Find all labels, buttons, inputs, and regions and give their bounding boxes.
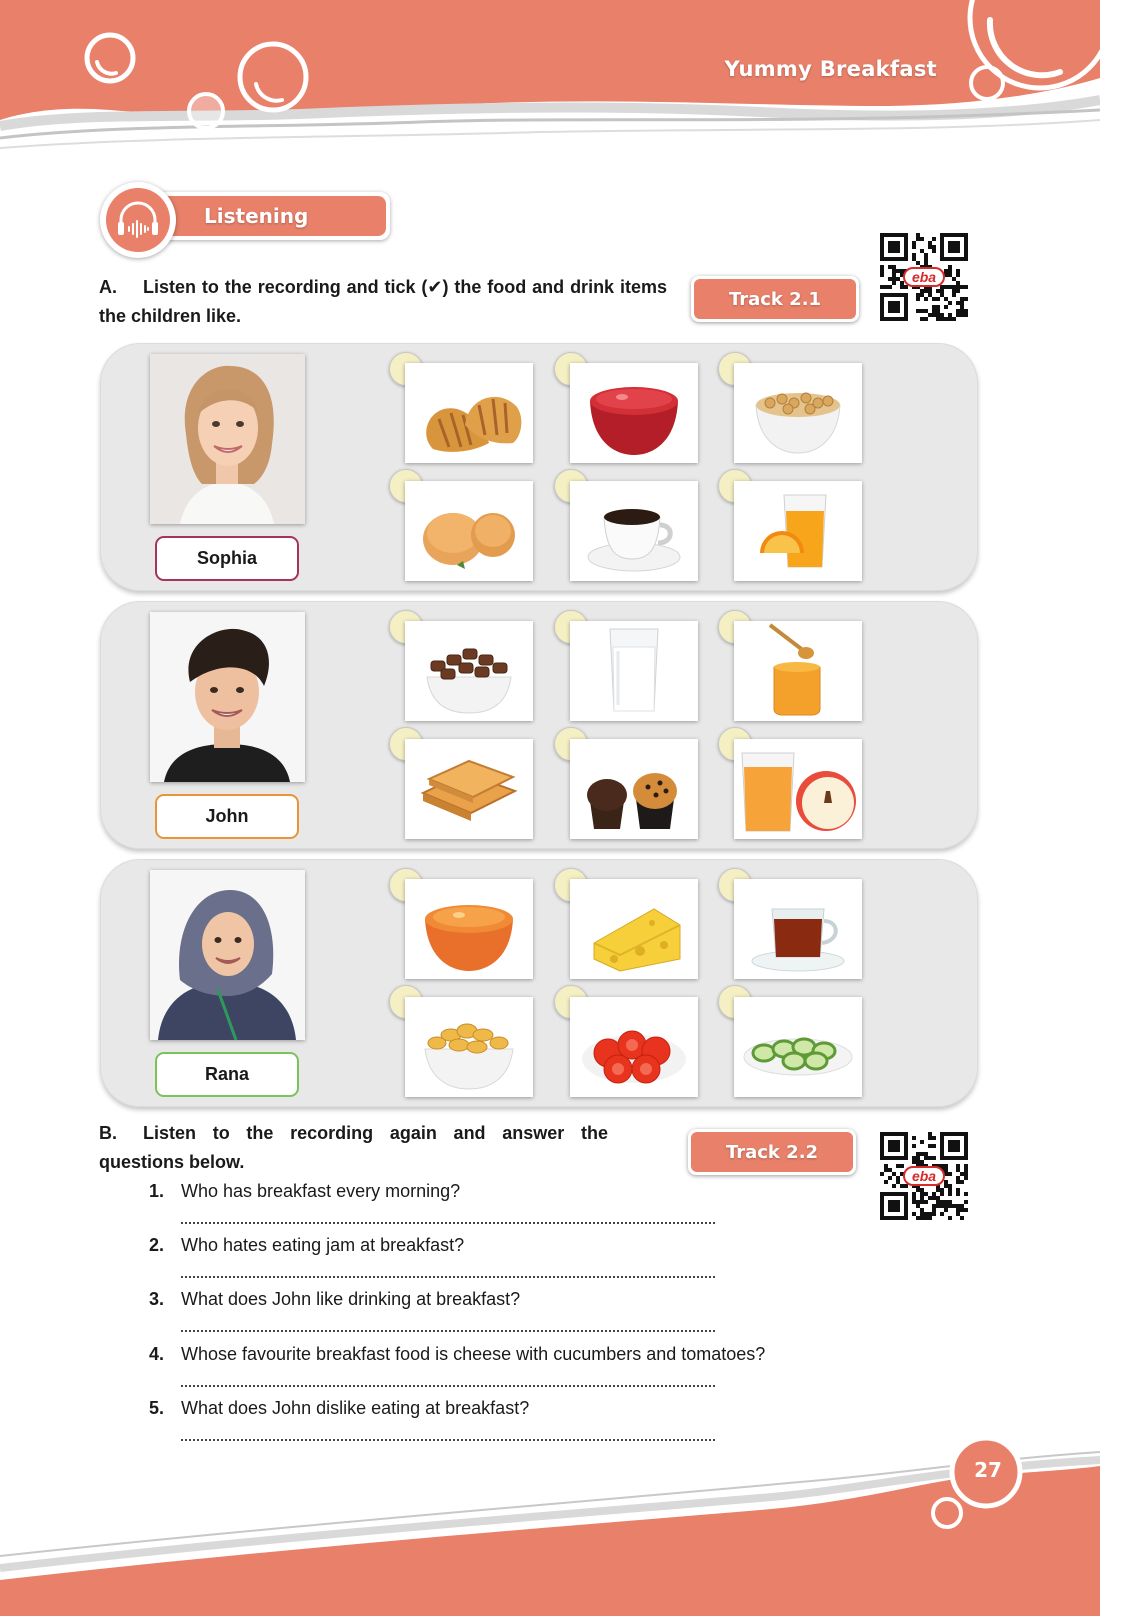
track-2-2-label: Track 2.2 <box>691 1132 853 1172</box>
food-orange-juice <box>734 481 862 581</box>
exercise-b-text: Listen to the recording again and answer the questions below. <box>99 1123 608 1172</box>
exercise-b-letter: B. <box>99 1123 117 1143</box>
portrait-girl-image <box>150 354 305 524</box>
header-banner <box>0 0 1100 170</box>
food-cereal <box>734 363 862 463</box>
name-tag-sophia: Sophia <box>155 536 299 581</box>
answer-field-3[interactable] <box>181 1320 715 1332</box>
answer-field-1[interactable] <box>181 1212 715 1224</box>
cucumber-slices-image <box>734 997 862 1097</box>
exercise-a-letter: A. <box>99 277 117 297</box>
qr-code-track-2-1[interactable] <box>880 233 968 321</box>
food-apricot-jam <box>405 879 533 979</box>
toast-image <box>405 739 533 839</box>
coffee-cup-image <box>570 481 698 581</box>
question-text: Who has breakfast every morning? <box>181 1181 461 1201</box>
food-coffee <box>570 481 698 581</box>
child-row-john <box>100 601 978 849</box>
child-row-rana <box>100 859 978 1107</box>
tomato-slices-image <box>570 997 698 1097</box>
question-text: What does John dislike eating at breakfast? <box>181 1398 530 1418</box>
question-number: 2. <box>148 1235 164 1255</box>
tea-cup-image <box>734 879 862 979</box>
food-chocolate-cereal <box>405 621 533 721</box>
cornflakes-image <box>405 997 533 1097</box>
portrait-john <box>150 612 305 782</box>
section-icon-ring <box>100 182 176 258</box>
portrait-rana <box>150 870 305 1040</box>
orange-juice-image <box>734 481 862 581</box>
section-label: Listening <box>154 196 386 236</box>
food-tomatoes <box>570 997 698 1097</box>
name-tag-rana: Rana <box>155 1052 299 1097</box>
track-2-1-button[interactable] <box>691 276 859 322</box>
apple-juice-image <box>734 739 862 839</box>
unit-title: Yummy Breakfast <box>724 57 937 81</box>
question-text: What does John like drinking at breakfast? <box>181 1289 521 1309</box>
food-pancakes <box>405 481 533 581</box>
food-tea <box>734 879 862 979</box>
apricot-jam-image <box>405 879 533 979</box>
food-strawberry-jam <box>570 363 698 463</box>
portrait-girl-hijab-image <box>150 870 305 1040</box>
qr-logo: eba <box>903 267 945 287</box>
qr-logo: eba <box>903 1166 945 1186</box>
footer-banner <box>0 1420 1100 1616</box>
food-cucumbers <box>734 997 862 1097</box>
track-2-1-label: Track 2.1 <box>694 279 856 319</box>
exercise-a-text: Listen to the recording and tick (✔) the food and drink items the children like. <box>99 277 667 326</box>
food-toast <box>405 739 533 839</box>
portrait-sophia <box>150 354 305 524</box>
cereal-image <box>734 363 862 463</box>
section-pill <box>150 192 390 240</box>
question-text: Who hates eating jam at breakfast? <box>181 1235 465 1255</box>
milk-glass-image <box>570 621 698 721</box>
question-number: 5. <box>148 1398 164 1418</box>
cheese-image <box>570 879 698 979</box>
answer-field-4[interactable] <box>181 1375 715 1387</box>
strawberry-jam-image <box>570 363 698 463</box>
food-muffins <box>570 739 698 839</box>
food-cornflakes <box>405 997 533 1097</box>
name-tag-john: John <box>155 794 299 839</box>
question-text: Whose favourite breakfast food is cheese with cucumbers and tomatoes? <box>181 1344 766 1364</box>
track-2-2-button[interactable] <box>688 1129 856 1175</box>
section-badge <box>100 182 392 254</box>
exercise-a-instruction <box>99 273 667 331</box>
chocolate-cereal-image <box>405 621 533 721</box>
qr-code-track-2-2[interactable] <box>880 1132 968 1220</box>
honey-jar-image <box>734 621 862 721</box>
answer-field-2[interactable] <box>181 1266 715 1278</box>
food-apple-juice <box>734 739 862 839</box>
question-number: 1. <box>148 1181 164 1201</box>
page-number: 27 <box>974 1458 1002 1482</box>
headphones-icon <box>115 200 161 240</box>
exercise-b-instruction <box>99 1119 608 1177</box>
croissant-image <box>405 363 533 463</box>
food-croissants <box>405 363 533 463</box>
question-number: 4. <box>148 1344 164 1364</box>
food-honey <box>734 621 862 721</box>
food-milk <box>570 621 698 721</box>
child-row-sophia <box>100 343 978 591</box>
muffins-image <box>570 739 698 839</box>
food-cheese <box>570 879 698 979</box>
question-number: 3. <box>148 1289 164 1309</box>
pancakes-image <box>405 481 533 581</box>
portrait-boy-image <box>150 612 305 782</box>
